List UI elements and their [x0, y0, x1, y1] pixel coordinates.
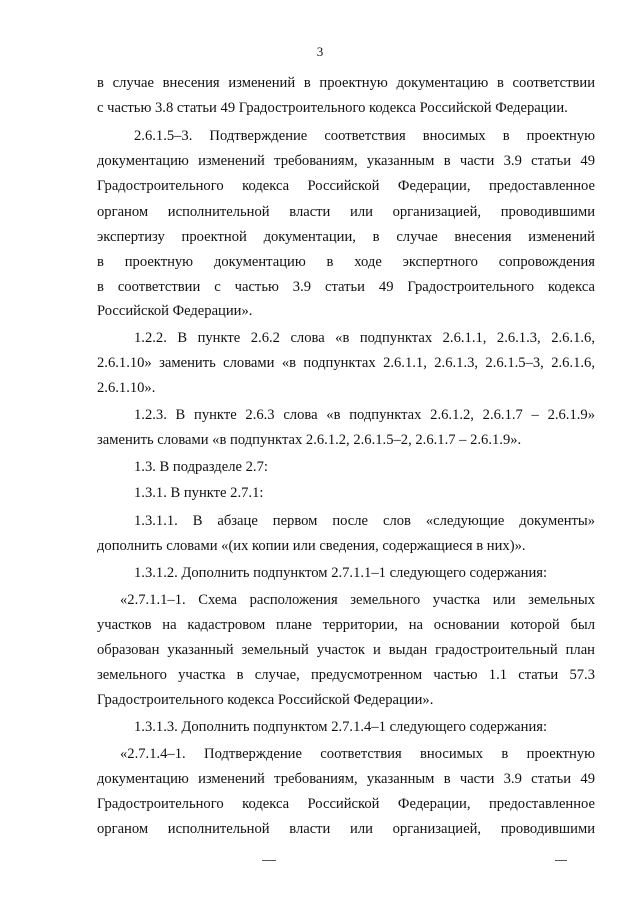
text-line: 1.2.2. В пункте 2.6.2 слова «в подпунктах 2.6.1.1, 2.6.1.3, 2.6.1.6, [134, 330, 595, 346]
text-line: в случае внесения изменений в проектную документацию в соответствии [97, 75, 595, 91]
text-line: участков на кадастровом плане территории, на основании которой был [97, 617, 595, 633]
text-line: Градостроительного кодекса Российской Федерации, предоставленное [97, 796, 595, 812]
text-line: с частью 3.8 статьи 49 Градостроительного кодекса Российской Федерации. [97, 100, 568, 116]
text-line: Градостроительного кодекса Российской Федерации, предоставленное [97, 178, 595, 194]
scan-mark [555, 860, 567, 861]
text-line: в проектную документацию в ходе экспертного сопровождения [97, 254, 595, 270]
text-line: Российской Федерации». [97, 303, 253, 319]
scan-mark [262, 860, 276, 861]
text-line: органом исполнительной власти или организацией, проводившими [97, 821, 595, 837]
text-line: 1.3.1.1. В абзаце первом после слов «следующие документы» [134, 513, 595, 529]
text-line: в соответствии с частью 3.9 статьи 49 Градостроительного кодекса [97, 279, 595, 295]
text-line: документацию изменений требованиям, указанным в части 3.9 статьи 49 [97, 153, 595, 169]
text-line: дополнить словами «(их копии или сведения, содержащиеся в них)». [97, 538, 526, 554]
text-line: заменить словами «в подпунктах 2.6.1.2, 2.6.1.5–2, 2.6.1.7 – 2.6.1.9». [97, 432, 522, 448]
text-line: земельного участка в случае, предусмотренном частью 1.1 статьи 57.3 [97, 667, 595, 683]
text-line: 1.3.1. В пункте 2.7.1: [134, 485, 264, 501]
text-line: 1.3. В подразделе 2.7: [134, 459, 268, 475]
text-line: образован указанный земельный участок и выдан градостроительный план [97, 642, 595, 658]
text-line: 1.3.1.2. Дополнить подпунктом 2.7.1.1–1 следующего содержания: [134, 565, 548, 581]
page-number: 3 [316, 44, 324, 59]
text-line: 2.6.1.10». [97, 380, 156, 396]
text-line: Градостроительного кодекса Российской Федерации». [97, 692, 434, 708]
text-line: органом исполнительной власти или организацией, проводившими [97, 204, 595, 220]
text-line: 2.6.1.5–3. Подтверждение соответствия вносимых в проектную [134, 128, 595, 144]
text-line: экспертизу проектной документации, в случае внесения изменений [97, 229, 595, 245]
text-line: «2.7.1.1–1. Схема расположения земельного участка или земельных [120, 592, 595, 608]
text-line: 1.2.3. В пункте 2.6.3 слова «в подпунктах 2.6.1.2, 2.6.1.7 – 2.6.1.9» [134, 407, 595, 423]
text-line: «2.7.1.4–1. Подтверждение соответствия вносимых в проектную [120, 746, 595, 762]
text-line: 1.3.1.3. Дополнить подпунктом 2.7.1.4–1 следующего содержания: [134, 719, 548, 735]
text-line: 2.6.1.10» заменить словами «в подпунктах 2.6.1.1, 2.6.1.3, 2.6.1.5–3, 2.6.1.6, [97, 355, 595, 371]
text-line: документацию изменений требованиям, указанным в части 3.9 статьи 49 [97, 771, 595, 787]
